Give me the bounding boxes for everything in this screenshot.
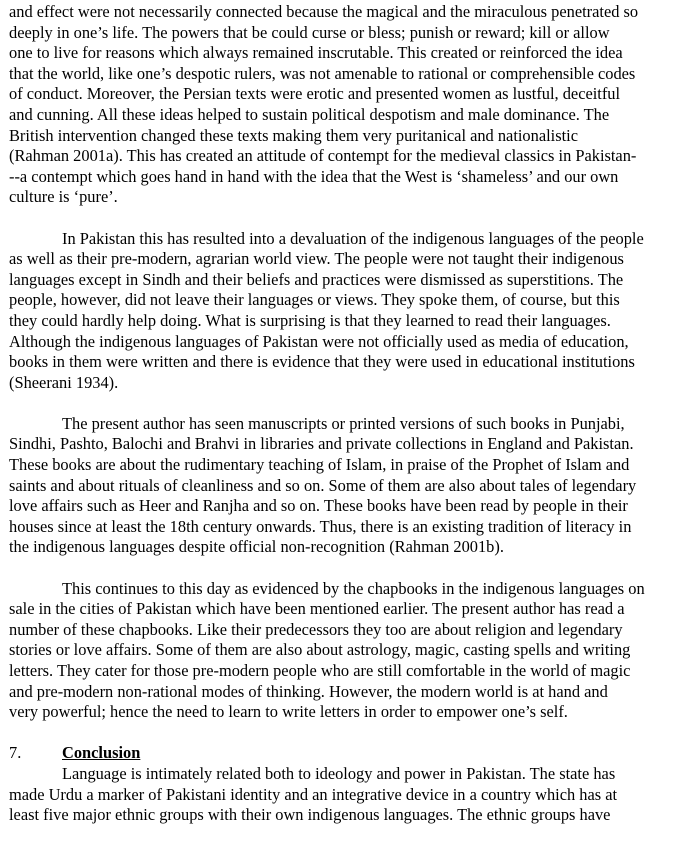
text-line: made Urdu a marker of Pakistani identity and an integrative device in a country which has at — [9, 784, 618, 804]
text-line: (Rahman 2001a). This has created an attitude of contempt for the medieval classics in Pakistan- — [9, 146, 637, 166]
paragraph-conclusion — [9, 764, 693, 826]
text-line: and pre-modern non-rational modes of thinking. However, the modern world is at hand and — [9, 681, 608, 701]
text-line: The present author has seen manuscripts or printed versions of such books in Punjabi, — [62, 413, 625, 433]
text-line: In Pakistan this has resulted into a devaluation of the indigenous languages of the people — [62, 228, 644, 248]
text-line: number of these chapbooks. Like their predecessors they too are about religion and legendary — [9, 619, 623, 639]
text-line: saints and about rituals of cleanliness and so on. Some of them are also about tales of legendary — [9, 475, 637, 495]
text-line: very powerful; hence the need to learn to write letters in order to empower one’s self. — [9, 702, 568, 722]
text-line: letters. They cater for those pre-modern people who are still comfortable in the world of magic — [9, 661, 631, 680]
paragraph-1 — [9, 2, 693, 208]
text-line: people, however, did not leave their languages or views. They spoke them, of course, but this — [9, 290, 620, 310]
paragraph-4 — [9, 579, 693, 723]
section-number: 7. — [9, 743, 22, 763]
paragraph-3 — [9, 414, 693, 558]
section-title: Conclusion — [62, 743, 141, 763]
text-line: sale in the cities of Pakistan which have been mentioned earlier. The present author has read a — [9, 599, 625, 619]
text-line: books in them were written and there is evidence that they were used in educational institutions — [9, 352, 635, 372]
document-page — [9, 2, 693, 846]
text-line: least five major ethnic groups with their own indigenous languages. The ethnic groups have — [9, 805, 611, 825]
text-line: deeply in one’s life. The powers that be could curse or bless; punish or reward; kill or allow — [9, 22, 610, 42]
section-heading — [9, 743, 693, 764]
text-line: of conduct. Moreover, the Persian texts were erotic and presented women as lustful, deceitful — [9, 84, 621, 104]
text-line: These books are about the rudimentary teaching of Islam, in praise of the Prophet of Islam and — [9, 455, 630, 475]
text-line: Sindhi, Pashto, Balochi and Brahvi in libraries and private collections in England and Pakistan. — [9, 434, 634, 454]
text-line: British intervention changed these texts making them very puritanical and nationalistic — [9, 125, 578, 145]
text-line: one to live for reasons which always remained inscrutable. This created or reinforced the idea — [9, 43, 623, 63]
text-line: that the world, like one’s despotic rulers, was not amenable to rational or comprehensible codes — [9, 63, 636, 83]
paragraph-2 — [9, 229, 693, 394]
text-line: love affairs such as Heer and Ranjha and so on. These books have been read by people in their — [9, 496, 628, 516]
text-line: and effect were not necessarily connected because the magical and the miraculous penetrated so — [9, 2, 639, 21]
text-line: --a contempt which goes hand in hand with the idea that the West is ‘shameless’ and our own — [9, 166, 619, 186]
text-line: (Sheerani 1934). — [9, 372, 119, 392]
text-line: as well as their pre-modern, agrarian world view. The people were not taught their indigenous — [9, 249, 624, 269]
text-line: stories or love affairs. Some of them are also about astrology, magic, casting spells and writing — [9, 640, 631, 660]
text-line: languages except in Sindh and their beliefs and practices were dismissed as superstitions. The — [9, 269, 624, 289]
text-line: Language is intimately related both to ideology and power in Pakistan. The state has — [62, 763, 616, 783]
text-line: they could hardly help doing. What is surprising is that they learned to read their languages. — [9, 310, 611, 330]
text-line: culture is ‘pure’. — [9, 187, 118, 207]
text-line: This continues to this day as evidenced by the chapbooks in the indigenous languages on — [62, 578, 645, 598]
text-line: Although the indigenous languages of Pakistan were not officially used as media of education, — [9, 331, 629, 351]
text-line: and cunning. All these ideas helped to sustain political despotism and male dominance. The — [9, 104, 610, 124]
text-line: the indigenous languages despite official non-recognition (Rahman 2001b). — [9, 537, 504, 557]
text-line: houses since at least the 18th century onwards. Thus, there is an existing tradition of literacy in — [9, 516, 632, 536]
